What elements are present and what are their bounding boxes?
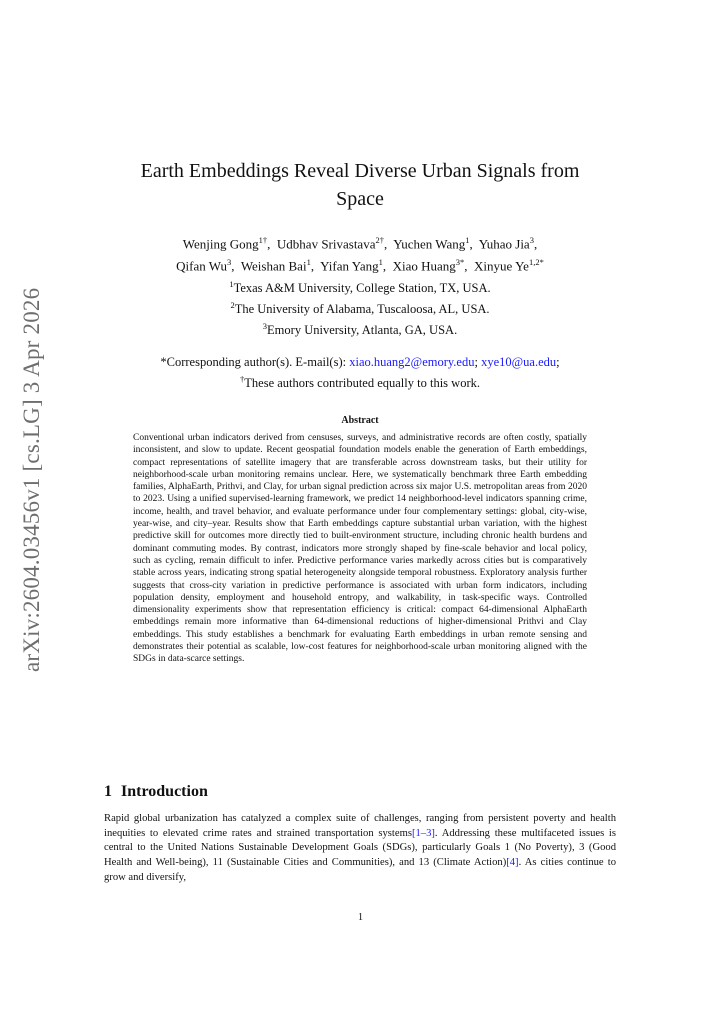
email-link-ye[interactable]: xye10@ua.edu <box>481 355 557 369</box>
author-list: Wenjing Gong$^{1\dagger}$, Udbhav Srivastava$^{2\dagger}$, Yuchen Wang$^1$, Yuhao Jia$^3$, Qifan Wu$^3$, Weishan Bai$^1$, Yifan Yang$^1$, Xiao Huang$^{3*}$, Xinyue $Ye^{1,2*}$ <box>176 235 544 274</box>
page-number: 1 <box>357 912 364 923</box>
author-name: Yifan Yang <box>320 258 379 274</box>
title-line-1: Earth Embeddings Reveal Diverse Urban Signals from <box>140 160 580 182</box>
author-name: Xiao Huang <box>392 258 456 274</box>
author-name: Yuhao Jia <box>478 236 530 252</box>
author-affiliation-mark: 1,2* <box>528 257 544 268</box>
email-suffix: ; <box>556 355 560 369</box>
author-affiliation-mark: 3 <box>529 235 534 245</box>
abstract-body: Conventional urban indicators derived from censuses, surveys, and administrative records are often costly, spatially inconsistent, and slow to update. Recent geospatial foundation models enable the generation of Earth embeddings, compact representations of satellite imagery that are transferable across downstream tasks, but their utility for neighborhood-scale urban monitoring remains unclear. Here, we systematically benchmark three Earth embedding families, AlphaEarth, Prithvi, and Clay, for urban signal prediction across six major U.S. metropolitan areas from 2020 to 2023. Using a unified supervised-learning framework, we predict 14 neighborhood-level indicators spanning crime, income, health, and travel behavior, and evaluate performance under four complementary settings: global, city-wise, year-wise, and city–year. Results show that Earth embeddings capture substantial urban variation, with the highest predictive skill for outcomes more directly tied to built-environment structure, including chronic health burdens and dominant commuting modes. By contrast, indicators more strongly shaped by fine-scale behavior and local policy, such as cycling, remain difficult to infer. Predictive performance varies markedly across cities but is comparatively stable across years, indicating strong spatial heterogeneity alongside temporal robustness. Exploratory analysis further suggests that cross-city variation in predictive performance is associated with urban form indicators, including population density, employment and household entropy, and walkability, in task-specific ways. Controlled dimensionality experiments show that representation efficiency is critical: compact 64-dimensional AlphaEarth embeddings remain more informative than 64-dimensional reductions of higher-dimensional Prithvi and Clay embeddings. This study establishes a benchmark for evaluating Earth embeddings in urban remote sensing and demonstrates their potential as scalable, low-cost features for neighborhood-scale urban monitoring aligned with the SDGs in data-scarce settings. <box>133 433 587 665</box>
citation-link-1-3[interactable]: [1–3] <box>411 827 435 839</box>
affiliation <box>100 297 620 318</box>
equal-contribution-note: These authors contributed equally to this work. <box>244 376 480 391</box>
introduction-paragraph <box>104 812 616 886</box>
author-affiliation-mark: 3 <box>227 257 232 268</box>
section-title: Introduction <box>121 783 208 800</box>
email-link-huang[interactable]: xiao.huang2@emory.edu <box>349 355 475 369</box>
author-affiliation-mark: 3* <box>455 257 465 268</box>
equal-contribution-mark: † <box>240 374 245 384</box>
title-line-2: Space <box>336 188 384 210</box>
author-affiliation-mark: 1 <box>378 257 383 268</box>
author-affiliation-mark: 1† <box>258 235 268 245</box>
intro-text-3: . As cities continue to grow and diversify, <box>104 857 616 883</box>
author-name: Qifan Wu <box>176 258 228 274</box>
affiliation-list <box>100 276 620 339</box>
section-number: 1 <box>104 783 112 800</box>
email-separator: ; <box>474 355 482 369</box>
section-heading-introduction <box>104 783 208 801</box>
author-name: Weishan Bai <box>240 258 307 274</box>
author-name: Xinyue Ye <box>474 258 529 274</box>
paper-title <box>120 157 600 213</box>
affiliation-text: Texas A&M University, College Station, TX, USA. <box>233 281 491 296</box>
abstract-heading: Abstract <box>341 415 379 426</box>
corresponding-author-note <box>100 354 620 392</box>
author-affiliation-mark: 2† <box>375 235 384 245</box>
author-name: Wenjing Gong <box>182 236 259 252</box>
affiliation-number: 3 <box>262 321 268 332</box>
affiliation <box>100 276 620 297</box>
citation-link-4[interactable]: [4] <box>506 857 519 869</box>
affiliation-text: Emory University, Atlanta, GA, USA. <box>267 323 458 338</box>
affiliation <box>100 318 620 339</box>
affiliation-text: The University of Alabama, Tuscaloosa, AL, USA. <box>234 302 490 317</box>
affiliation-number: 1 <box>229 279 234 289</box>
author-name: Yuchen Wang <box>393 236 466 252</box>
affiliation-number: 2 <box>230 300 235 311</box>
corresponding-prefix: *Corresponding author(s). E-mail(s): <box>160 355 350 369</box>
intro-text-1: Rapid global urbanization has catalyzed a complex suite of challenges, ranging from persistent poverty and health inequities to elevated crime rates and strained transportation systems <box>104 813 616 839</box>
arxiv-identifier: arXiv:2604.03456v1 [cs.LG] 3 Apr 2026 <box>19 287 44 672</box>
author-name: Udbhav Srivastava <box>276 236 376 252</box>
author-affiliation-mark: 1 <box>306 257 311 268</box>
author-affiliation-mark: 1 <box>465 235 470 245</box>
intro-text-2: . Addressing these multifaceted issues is central to the United Nations Sustainable Development Goals (SDGs), particularly Goals 1 (No Poverty), 3 (Good Health and Well-being), 11 (Sustainable Cities and Communities), and 13 (Climate Action) <box>104 827 616 869</box>
